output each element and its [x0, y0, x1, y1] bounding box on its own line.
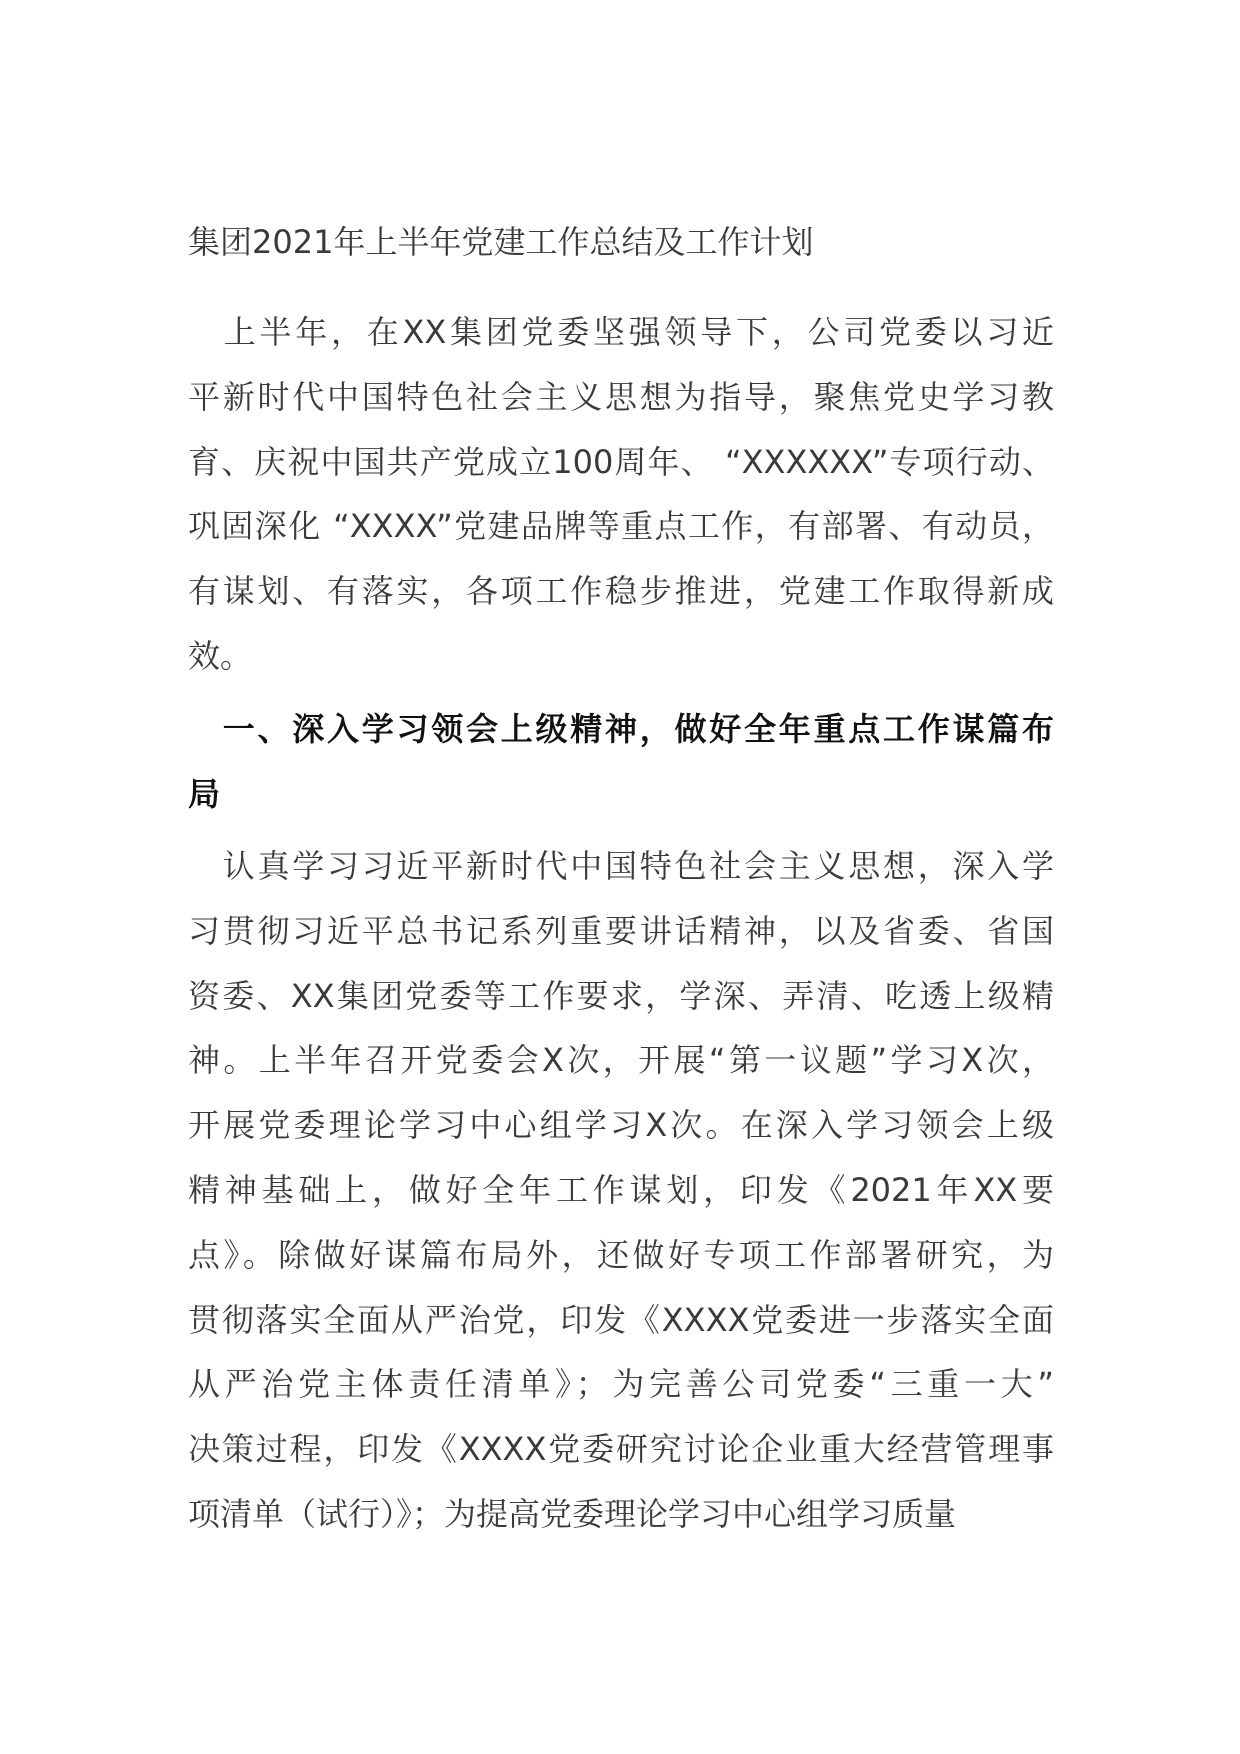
text-line: 贯彻落实全面从严治党，印发《XXXX党委进一步落实全面: [188, 1300, 1054, 1339]
document-title: [188, 210, 1054, 275]
text-line: 项清单（试行）》；为提高党委理论学习中心组学习质量: [188, 1494, 957, 1533]
text-line: 点》。除做好谋篇布局外，还做好专项工作部署研究，为: [188, 1235, 1054, 1274]
section-heading-1: [188, 697, 1054, 827]
text-line: 资委、XX集团党委等工作要求，学深、弄清、吃透上级精: [188, 976, 1054, 1015]
title-text: 集团2021年上半年党建工作总结及工作计划: [188, 223, 814, 261]
paragraph-section-1: [188, 834, 1054, 1547]
text-line: 从严治党主体责任清单》；为完善公司党委“三重一大”: [188, 1365, 1054, 1404]
text-line: 习贯彻习近平总书记系列重要讲话精神，以及省委、省国: [188, 911, 1054, 950]
text-line: 巩固深化 “XXXX”党建品牌等重点工作，有部署、有动员，: [188, 507, 1054, 546]
text-line: 一、深入学习领会上级精神，做好全年重点工作谋篇布: [188, 710, 1054, 748]
paragraph-intro: [188, 300, 1054, 689]
text-line: 有谋划、有落实，各项工作稳步推进，党建工作取得新成: [188, 572, 1054, 611]
text-line: 决策过程，印发《XXXX党委研究讨论企业重大经营管理事: [188, 1430, 1054, 1469]
text-line: 开展党委理论学习中心组学习X次。在深入学习领会上级: [188, 1106, 1054, 1145]
text-line: 神。上半年召开党委会X次，开展“第一议题”学习X次，: [188, 1041, 1054, 1080]
text-line: 育、庆祝中国共产党成立100周年、 “XXXXXX”专项行动、: [188, 442, 1054, 481]
text-line: 平新时代中国特色社会主义思想为指导，聚焦党史学习教: [188, 377, 1054, 416]
text-line: 精神基础上，做好全年工作谋划，印发《2021年XX要: [188, 1170, 1054, 1209]
text-line: 上半年，在XX集团党委坚强领导下，公司党委以习近: [188, 313, 1054, 351]
text-line: 效。: [188, 636, 253, 675]
text-line: 认真学习习近平新时代中国特色社会主义思想，深入学: [188, 847, 1054, 885]
text-line: 局: [188, 774, 221, 813]
